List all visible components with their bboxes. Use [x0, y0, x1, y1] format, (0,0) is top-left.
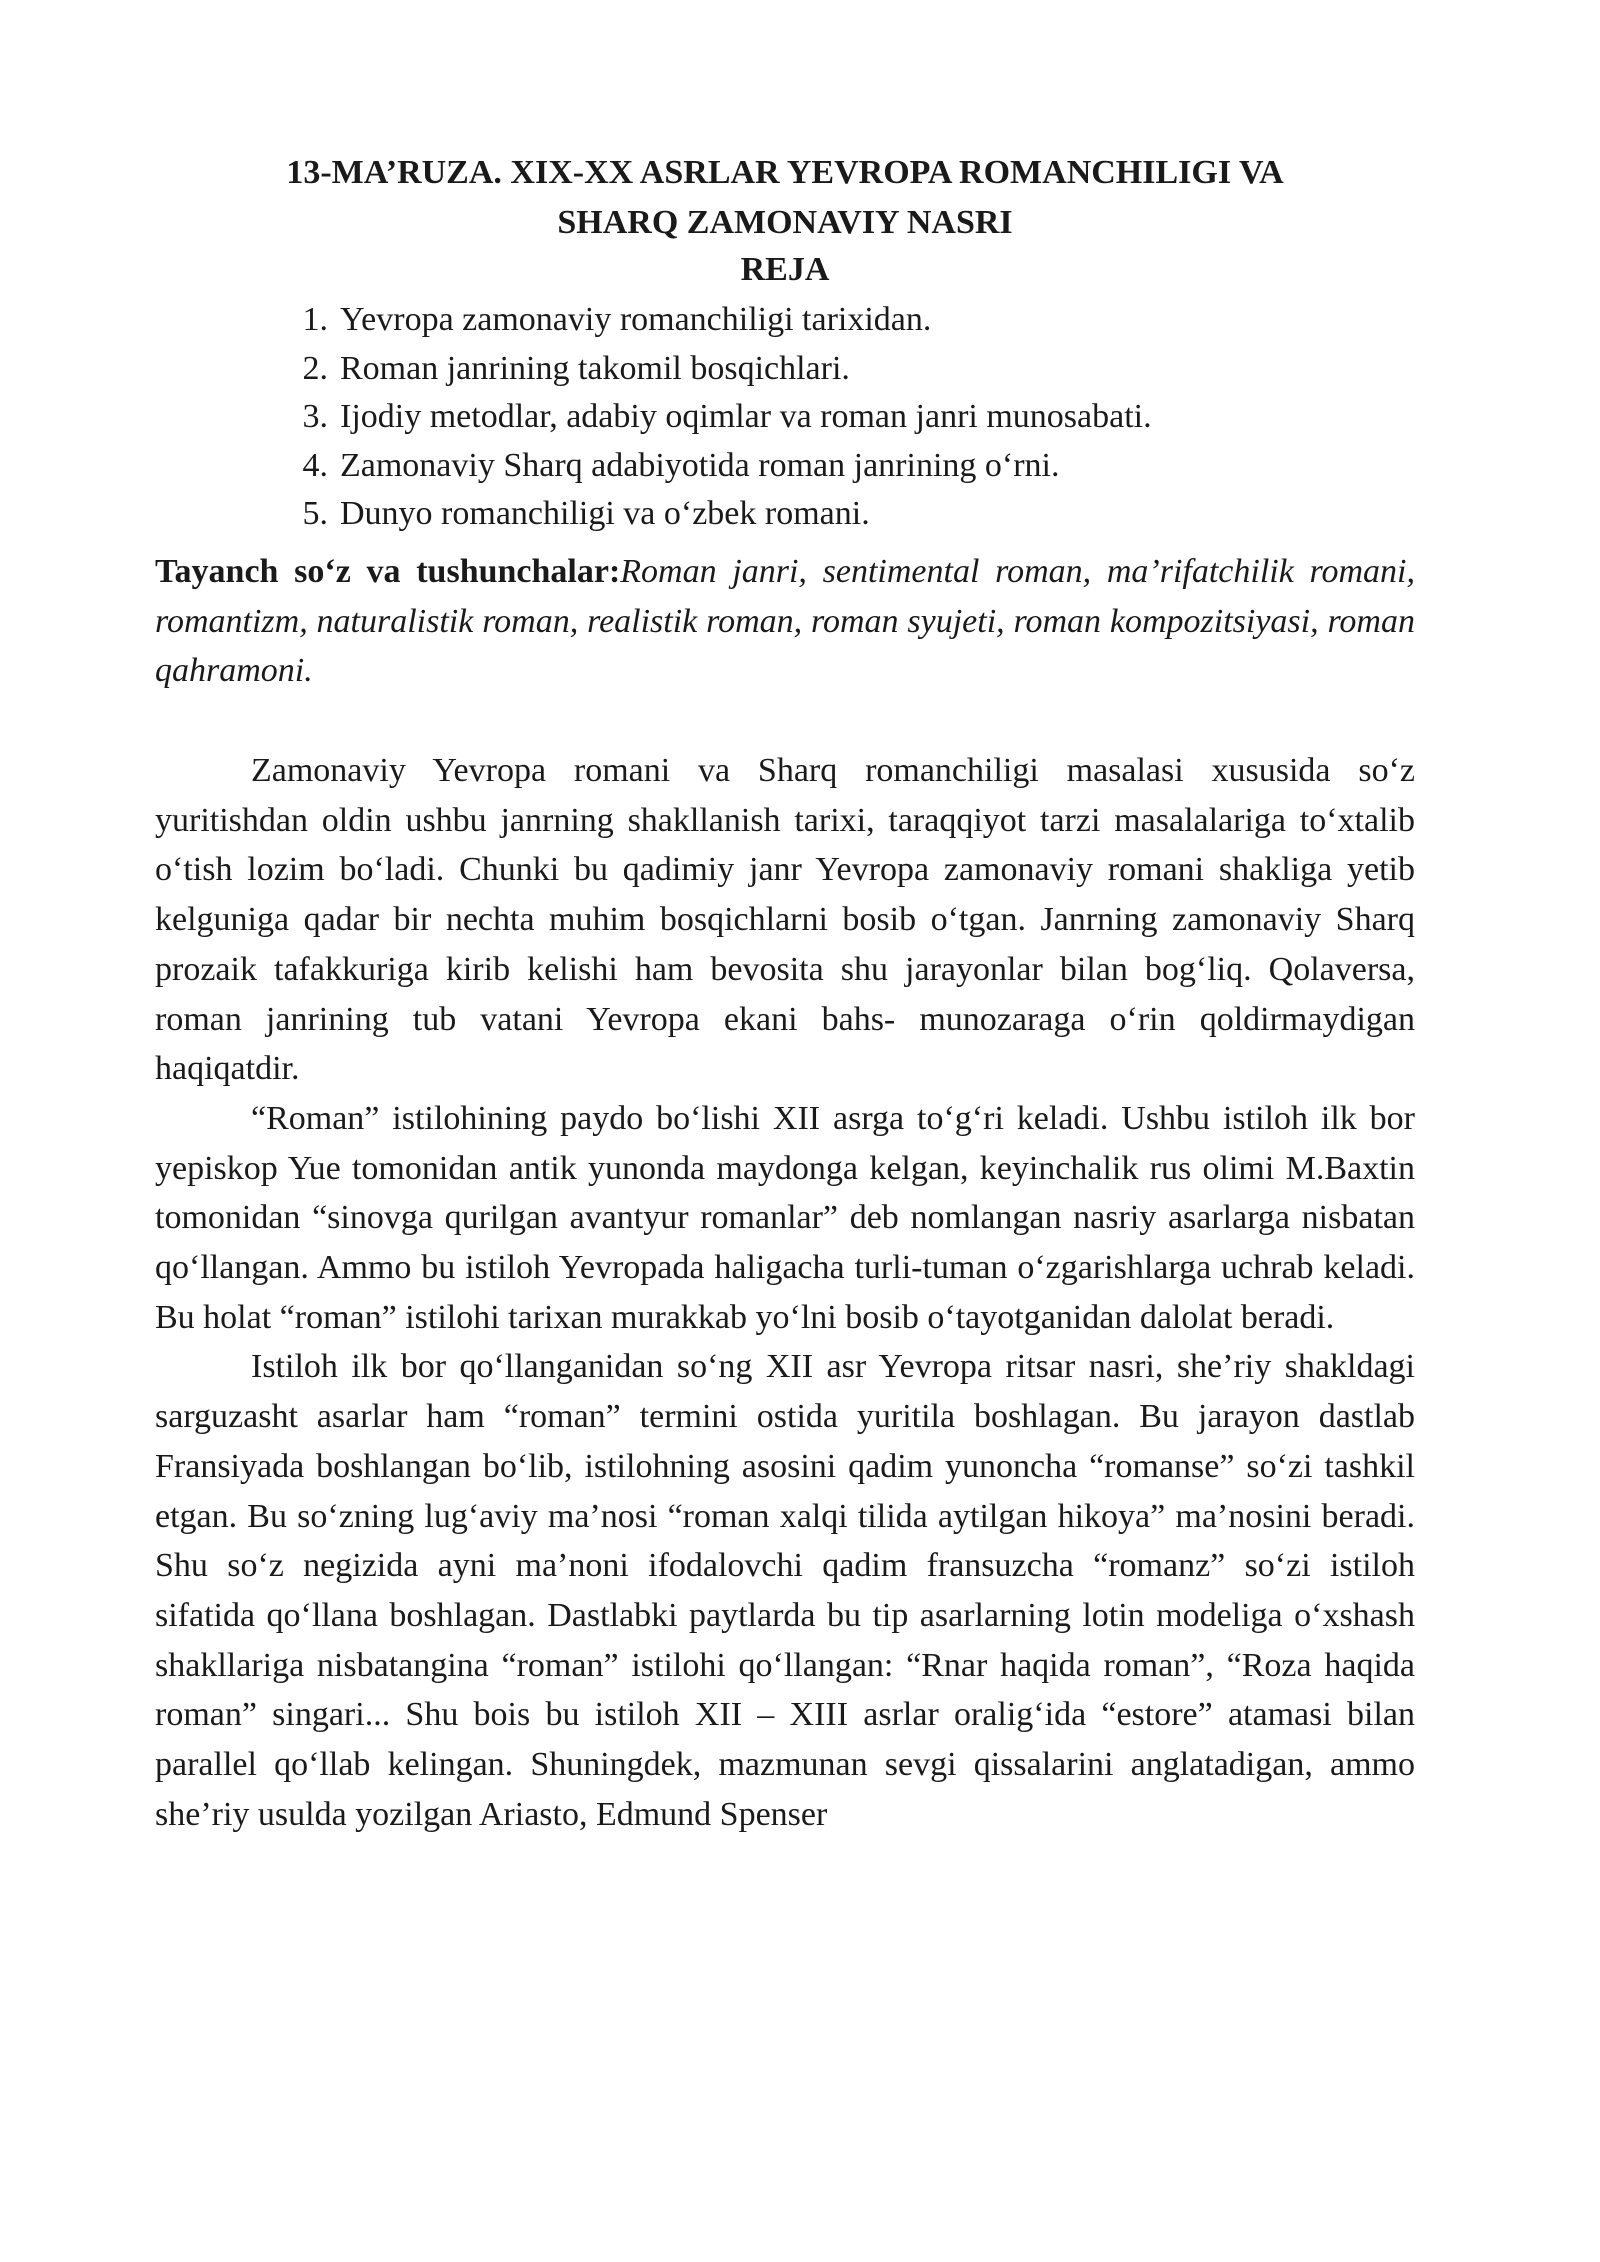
plan-item-text: Roman janrining takomil bosqichlari.	[340, 349, 850, 387]
plan-item-text: Ijodiy metodlar, adabiy oqimlar va roman janri munosabati.	[340, 398, 1152, 435]
plan-item-text: Dunyo romanchiligi va o‘zbek romani.	[340, 495, 870, 532]
lecture-title-line-1: 13-MA’RUZA. XIX-XX ASRLAR YEVROPA ROMANCHILIGI VA	[286, 154, 1284, 191]
plan-list	[272, 296, 1152, 539]
plan-item-number: 2.	[302, 349, 328, 387]
lecture-title	[155, 148, 1415, 248]
plan-heading: REJA	[740, 251, 830, 288]
plan-item	[272, 296, 1152, 345]
main-text	[155, 746, 1415, 1839]
plan-item-text: Yevropa zamonaviy romanchiligi tarixidan.	[340, 301, 932, 338]
plan-item	[272, 490, 1152, 539]
plan-item-number: 5.	[302, 495, 328, 532]
plan-item	[272, 442, 1152, 491]
keywords-paragraph	[155, 547, 1415, 696]
paragraph: Istiloh ilk bor qo‘llanganidan so‘ng XII asr Yevropa ritsar nasri, she’riy shakldagi sarguzasht asarlar ham “roman” termini ostida yuritila boshlagan. Bu jarayon dastlab Fransiyada boshlangan bo‘lib, istilohning asosini qadim yunoncha “romanse” so‘zi tashkil etgan. Bu so‘zning lug‘aviy ma’nosi “roman xalqi tilida aytilgan hikoya” ma’nosini beradi. Shu so‘z negizida ayni ma’noni ifodalovchi qadim fransuzcha “romanz” so‘zi istiloh sifatida qo‘llana boshlagan. Dastlabki paytlarda bu tip asarlarning lotin modeliga o‘xshash shakllariga nisbatangina “roman” istilohi qo‘llangan: “Rnar haqida roman”, “Roza haqida roman” singari... Shu bois bu istiloh XII – XIII asrlar oralig‘ida “estore” atamasi bilan parallel qo‘llab kelingan. Shuningdek, mazmunan sevgi qissalarini anglatadigan, ammo she’riy usulda yozilgan Ariasto, Edmund Spenser	[155, 1348, 1415, 1833]
paragraph: Zamonaviy Yevropa romani va Sharq romanchiligi masalasi xususida so‘z yuritishdan oldin ushbu janrning shakllanish tarixi, taraqqiyot tarzi masalalariga to‘xtalib o‘tish lozim bo‘ladi. Chunki bu qadimiy janr Yevropa zamonaviy romani shakliga yetib kelguniga qadar bir nechta muhim bosqichlarni bosib o‘tgan. Janrning zamonaviy Sharq prozaik tafakkuriga kirib kelishi ham bevosita shu jarayonlar bilan bog‘liq. Qolaversa, roman janrining tub vatani Yevropa ekani bahs- munozaraga o‘rin qoldirmaydigan haqiqatdir.	[155, 752, 1415, 1088]
plan-item	[272, 393, 1152, 442]
plan-item-number: 4.	[302, 446, 328, 484]
keywords-text: Roman janri, sentimental roman, ma’rifatchilik romani, romantizm, naturalistik roman, realistik roman, roman syujeti, roman kompozitsiyasi, roman qahramoni.	[155, 553, 1415, 690]
plan-item-number: 3.	[302, 398, 328, 435]
plan-item	[272, 345, 1152, 394]
plan-item-text: Zamonaviy Sharq adabiyotida roman janrining o‘rni.	[340, 446, 1060, 484]
paragraph: “Roman” istilohining paydo bo‘lishi XII asrga to‘g‘ri keladi. Ushbu istiloh ilk bor yepiskop Yue tomonidan antik yunonda maydonga kelgan, keyinchalik rus olimi M.Baxtin tomonidan “sinovga qurilgan avantyur romanlar” deb nomlangan nasriy asarlarga nisbatan qo‘llangan. Ammo bu istiloh Yevropada haligacha turli-tuman o‘zgarishlarga uchrab keladi. Bu holat “roman” istilohi tarixan murakkab yo‘lni bosib o‘tayotganidan dalolat beradi.	[155, 1099, 1415, 1336]
plan-item-number: 1.	[302, 301, 328, 338]
keywords-label: Tayanch so‘z va tushunchalar:	[155, 553, 621, 590]
lecture-title-line-2: SHARQ ZAMONAVIY NASRI	[557, 204, 1013, 241]
